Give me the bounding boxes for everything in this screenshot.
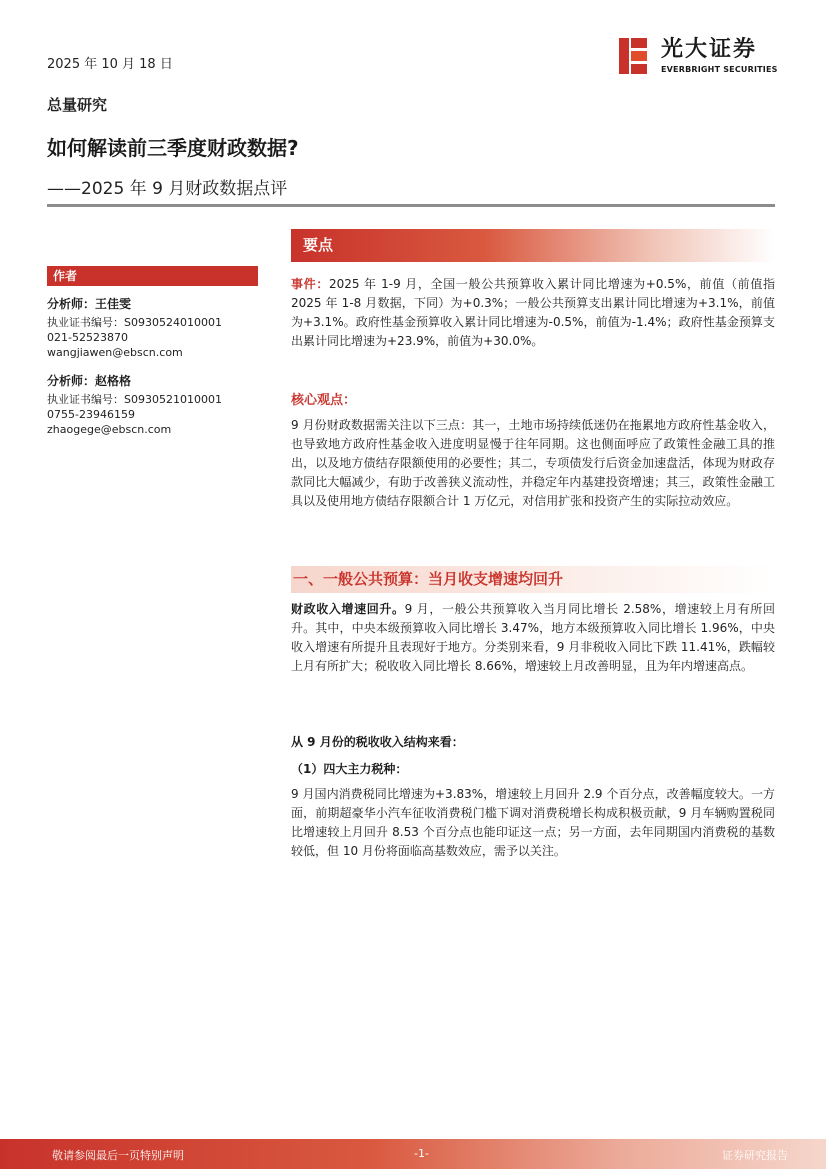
analyst-card xyxy=(47,297,222,360)
logo-english-name: EVERBRIGHT SECURITIES xyxy=(661,65,778,74)
event-label: 事件： xyxy=(291,277,329,291)
analyst-license: 执业证书编号：S0930521010001 xyxy=(47,393,222,406)
analyst-phone: 0755-23946159 xyxy=(47,408,135,421)
analyst-email[interactable]: wangjiawen@ebscn.com xyxy=(47,346,183,359)
report-title: 如何解读前三季度财政数据? xyxy=(47,136,299,160)
event-text: 2025 年 1-9 月，全国一般公共预算收入累计同比增速为+0.5%，前值（前值指 2025 年 1-8 月数据，下同）为+0.3%；一般公共预算支出累计同比增速为+3.1%，前值为+3.1%。政府性基金预算收入累计同比增速为-0.5%，前值为-1.4%；政府性基金预算支出累计同比增速为+23.9%，前值为+30.0%。 xyxy=(291,277,775,348)
section-heading: 一、一般公共预算：当月收支增速均回升 xyxy=(291,566,775,593)
page-footer xyxy=(0,1139,826,1169)
consumption-tax-paragraph: 9 月国内消费税同比增速为+3.83%，增速较上月回升 2.9 个百分点，改善幅度较大。一方面，前期超豪华小汽车征收消费税门槛下调对消费税增长构成积极贡献，9 月车辆购置税同比增速较上月回升 8.53 个百分点也能印证这一点；另一方面，去年同期国内消费税的基数较低，但 10 月份将面临高基数效应，需予以关注。 xyxy=(291,787,775,858)
tax-structure-heading: 从 9 月份的税收收入结构来看： xyxy=(291,735,464,749)
analyst-license: 执业证书编号：S0930524010001 xyxy=(47,316,222,329)
disclaimer-link[interactable]: 敬请参阅最后一页特别声明 xyxy=(52,1149,184,1162)
analyst-name: 分析师：赵格格 xyxy=(47,374,132,388)
analyst-name: 分析师：王佳雯 xyxy=(47,297,132,311)
logo-chinese-name: 光大证券 xyxy=(661,37,758,62)
report-date: 2025 年 10 月 18 日 xyxy=(47,57,173,72)
key-points-heading: 要点 xyxy=(291,229,775,262)
authors-heading: 作者 xyxy=(47,266,258,286)
title-divider xyxy=(47,204,775,207)
analyst-phone: 021-52523870 xyxy=(47,331,128,344)
event-paragraph xyxy=(291,275,775,351)
report-subtitle: ——2025 年 9 月财政数据点评 xyxy=(47,179,288,199)
revenue-text: 9 月，一般公共预算收入当月同比增长 2.58%，增速较上月有所回升。其中，中央本级预算收入同比增长 3.47%，地方本级预算收入同比增长 1.96%，中央收入增速有所提升且表现好于地方。分类别来看，9 月非税收入同比下跌 11.41%，跌幅较上月有所扩大；税收收入同比增长 8.66%，增速较上月改善明显，且为年内增速高点。 xyxy=(291,602,775,673)
tax-item-heading: （1）四大主力税种： xyxy=(291,762,408,776)
revenue-label: 财政收入增速回升。 xyxy=(291,602,405,616)
report-type-label: 证券研究报告 xyxy=(722,1149,788,1162)
company-logo xyxy=(619,38,778,74)
page-number: -1- xyxy=(414,1147,429,1160)
analyst-card xyxy=(47,374,222,437)
core-view-heading: 核心观点： xyxy=(291,393,357,408)
report-category: 总量研究 xyxy=(47,96,108,114)
analyst-email[interactable]: zhaogege@ebscn.com xyxy=(47,423,172,436)
revenue-paragraph xyxy=(291,600,775,676)
everbright-logo-icon xyxy=(619,38,649,74)
core-view-paragraph: 9 月份财政数据需关注以下三点：其一，土地市场持续低迷仍在拖累地方政府性基金收入，也导致地方政府性基金收入进度明显慢于往年同期。这也侧面呼应了政策性金融工具的推出，以及地方债结存限额使用的必要性；其二，专项债发行后资金加速盘活，体现为财政存款同比大幅减少，有助于改善狭义流动性，并稳定年内基建投资增速；其三，政策性金融工具以及使用地方债结存限额合计 1 万亿元，对信用扩张和投资产生的实际拉动效应。 xyxy=(291,418,775,508)
